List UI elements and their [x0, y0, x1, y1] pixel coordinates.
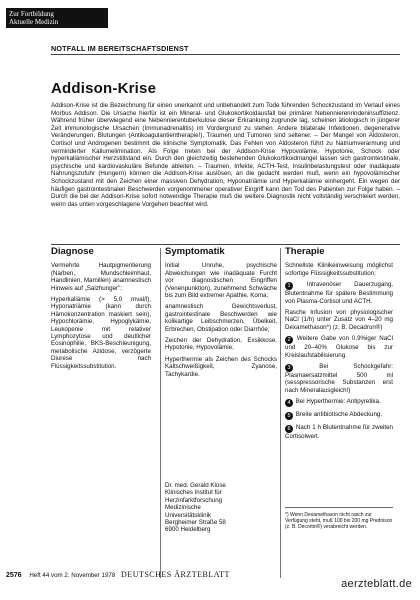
therapie-intro: Schnellste Klinikeinweisung möglichst sofortige Flüssigkeitssubstitution;	[285, 262, 393, 277]
footnote-divider	[285, 507, 393, 508]
therapie-step-text: Breite antibiotische Abdeckung.	[295, 411, 383, 419]
article-title: Addison-Krise	[51, 80, 157, 97]
therapie-step-text: Bei Hyperthermie: Antipyretika.	[295, 398, 381, 406]
step-number-badge: 4	[285, 399, 293, 407]
intro-paragraph: Addison-Krise ist die Bezeichnung für einen unerkannt und unbehandelt zum Tode führenden Schockzustand im Verlauf eines Morbus Addison. Die Ursache hierfür ist ein Mineral- und Glukokortikoidausfall bei primärer Nebennierenrindeninsuffizienz. Während früher überwiegend eine Nebennierentuberkulose dieser Erkrankung zugrunde lag, scheinen ätiologisch in jüngerer Zeit immunologische Ursachen (Immunadrenalitis) im Vordergrund zu stehen. Andere bilaterale Infektionen, degenerative Veränderungen, Blutungen (Antikoagulantientherapie!), Traumen und Tumoren sind seltener. – Der Mangel von Aldosteron, Cortisol und Androgenen bestimmt die klinische Symptomatik. Das Fehlen von Aldosteron führt zu Natriumverarmung und verminderter Kaliumelimination. Als Folge treten bei der Addison-Krise Hypovolämie, Hypotonie, Schock oder hyperkaliämischer Herzstillstand ein. Durch den gleichzeitig bestehenden Glukokortikoidmangel lassen sich gastrointestinale, psychische und kardiovaskuläre Befunde ableiten. – Traumen, Infekte, ACTH-Test, Insulinbelastungstest oder inadäquate Nahrungszufuhr (Hungern) können die Addison-Krise auslösen, an die gedacht werden muß, wenn ein hypovolämischer Schockzustand mit den Zeichen einer massiven Dehydration, Hyponatriämie und Hyperkaliämie einhergeht. Ein wegen der häufigen gastrointestinalen Beschwerden vorgenommener operativer Eingriff kann den Tod des Patienten zur Folge haben. – Durch die bei der Addison-Krise sofort notwendige Therapie muß die weitere Diagnostik nicht vollständig verschleiert werden, wenn das unten vorgeschlagene Vorgehen beachtet wird.	[51, 102, 400, 208]
therapie-step-text: Bei Schockgefahr: Plasmaersatzmittel 500 ml (sesspressorische Substanzen erst nach Mineralausgleich!)	[285, 363, 393, 394]
author-line: Herzinfarktforschung	[165, 496, 223, 504]
therapie-step-text: Rasche Infusion von physiologischer NaCl (1/h) unter Zusatz von 4–20 mg Dexamethason*) (z. B. Decadron®)	[285, 309, 393, 331]
page-footer	[6, 570, 230, 579]
diagnose-column	[51, 248, 151, 374]
page-number: 2576	[6, 572, 22, 579]
therapie-step-text: Nach 1 h Blutentnahme für zweiten Cortisolwert.	[285, 424, 393, 441]
diagnose-paragraph: Vermehrte Hautpigmentierung (Narben, Mundschleimhaut, Handlinien, Mamillen) anamnestisch Hinweis auf „Salzhunger";	[51, 262, 151, 292]
section-heading: NOTFALL IM BEREITSCHAFTSDIENST	[51, 44, 189, 53]
therapie-step-text: Intravenöser Dauerzugang, Blutentnahme für spätere Bestimmung von Plasma-Cortisol und ACTH.	[285, 281, 393, 305]
step-number-badge: 1	[285, 282, 293, 290]
column-divider	[280, 248, 281, 578]
therapie-step-text: Weitere Gabe von 0,9%iger NaCl und 20–40% Glukose bis zur Kreislaufstabilisierung.	[285, 335, 393, 359]
column-divider	[160, 248, 161, 578]
diagnose-paragraph: Hyperkaliämie (> 5,0 mval/l), Hyponatriämie (kann durch Hämokonzentration maskiert sein), Hypochlorämie, Hypoglykämie, Leukopenie mit relativer Lymphozytose und deutlicher Eosinophilie, BKS-Beschleunigung, metabolische Azidose, verzögerte Diurese nach Flüssigkeitssubstitution.	[51, 296, 151, 370]
author-address	[165, 482, 277, 534]
step-number-badge: 2	[285, 336, 293, 344]
therapie-step	[285, 424, 393, 440]
therapie-step	[285, 309, 393, 331]
category-tag	[6, 8, 108, 28]
therapie-step	[285, 398, 393, 407]
author-line: 6900 Heidelberg	[165, 526, 211, 534]
divider	[51, 54, 400, 55]
intro-text	[51, 102, 400, 208]
step-number-badge: 6	[285, 425, 293, 433]
symptomatik-paragraph: Zeichen der Dehydration, Exsikkose, Hypotonie, Hypovolämie;	[165, 337, 277, 352]
author-line: Dr. med. Gerald Klose	[165, 482, 226, 489]
step-number-badge: 5	[285, 412, 293, 420]
therapie-column	[285, 248, 393, 445]
therapie-step	[285, 363, 393, 394]
author-line: Bergheimer Straße 58	[165, 519, 226, 527]
symptomatik-column	[165, 248, 277, 382]
category-tag-line: Aktuelle Medizin	[9, 18, 59, 26]
category-tag-line: Zur Fortbildung	[9, 10, 54, 18]
issue-info: Heft 44 vom 2. November 1978	[29, 572, 116, 579]
therapie-step	[285, 335, 393, 359]
author-line: Medizinische	[165, 504, 201, 512]
author-line: Klinisches Institut für	[165, 489, 222, 497]
watermark: aerzteblatt.de	[341, 578, 412, 590]
symptomatik-paragraph: Initial Unruhe, psychische Abweichungen wie inadäquate Furcht vor diagnostischen Eingriffen (Venenpunktion), zunehmend Schwäche bis zum Bild extremer Apathie, Koma;	[165, 262, 277, 300]
divider	[51, 244, 400, 245]
author-line: Universitätsklinik	[165, 511, 212, 519]
step-number-badge: 3	[285, 364, 293, 372]
therapie-heading: Therapie	[285, 246, 325, 257]
symptomatik-paragraph: anamnestisch Gewichtsverlust, gastrointestinale Beschwerden wie kolikartige Leibschmerzen, Übelkeit, Erbrechen, Obstipation oder Diarrhöe;	[165, 303, 277, 333]
therapie-step	[285, 281, 393, 305]
therapie-step	[285, 411, 393, 420]
publication-name: DEUTSCHES ÄRZTEBLATT	[121, 570, 230, 579]
diagnose-heading: Diagnose	[51, 246, 94, 257]
symptomatik-heading: Symptomatik	[165, 246, 225, 257]
footnote: *) Wenn Dexamethason nicht rasch zur Verfügung steht, muß 100 bis 200 mg Prednison (z. B. Decortin®) verabreicht werden.	[285, 512, 393, 530]
symptomatik-paragraph: Hyperthermie als Zeichen des Schocks Kaltschweißigkeit, Zyanose, Tachykardie.	[165, 355, 277, 378]
